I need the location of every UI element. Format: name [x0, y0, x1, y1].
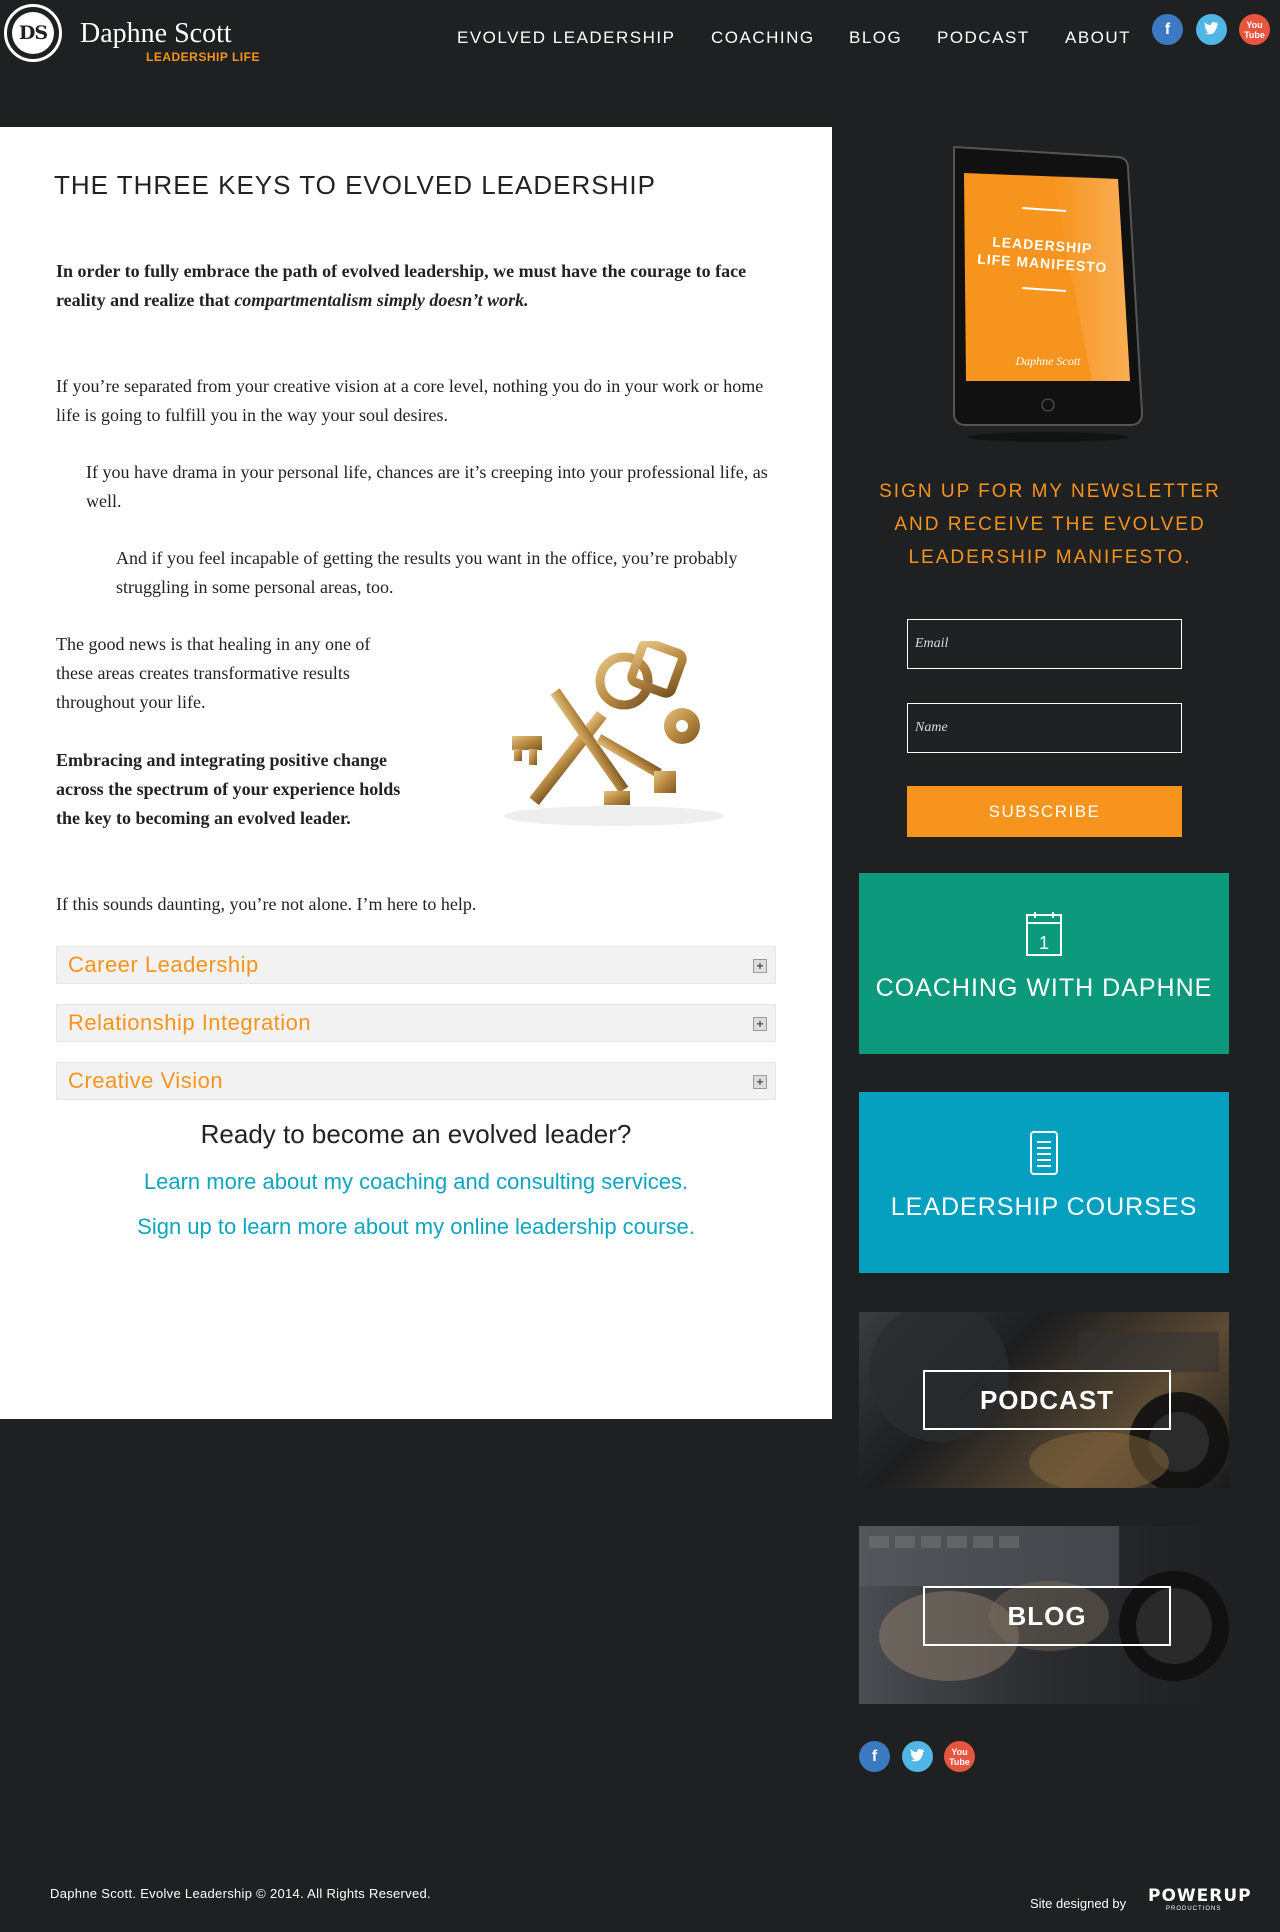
nav-blog[interactable]: BLOG: [849, 28, 903, 47]
logo-tagline: LEADERSHIP LIFE: [146, 50, 260, 64]
paragraph-2: If you have drama in your personal life, chances are it’s creeping into your professional life, as well.: [86, 462, 768, 511]
accordion-creative-vision[interactable]: [56, 1062, 776, 1100]
page-title: THE THREE KEYS TO EVOLVED LEADERSHIP: [54, 170, 656, 200]
calendar-day: 1: [1038, 933, 1050, 953]
expand-icon[interactable]: +: [753, 959, 767, 973]
main-nav: [0, 28, 1280, 48]
paragraph-3: And if you feel incapable of getting the results you want in the office, you’re probably struggling in some personal areas, too.: [116, 548, 738, 597]
name-input[interactable]: [907, 703, 1182, 753]
expand-icon[interactable]: +: [753, 1075, 767, 1089]
accordion-career-leadership[interactable]: [56, 946, 776, 984]
coaching-services-link[interactable]: Learn more about my coaching and consulting services.: [143, 1169, 689, 1194]
twitter-icon[interactable]: [902, 1741, 933, 1772]
facebook-icon[interactable]: f: [1152, 14, 1183, 45]
online-course-link[interactable]: Sign up to learn more about my online leadership course.: [137, 1214, 695, 1239]
coaching-tile[interactable]: [859, 873, 1229, 1054]
email-input[interactable]: [907, 619, 1182, 669]
paragraph-1: If you’re separated from your creative vision at a core level, nothing you do in your work or home life is going to fulfill you in the way your soul desires.: [56, 376, 764, 425]
facebook-icon[interactable]: f: [859, 1741, 890, 1772]
intro-emphasis: compartmentalism simply doesn’t work.: [234, 290, 529, 310]
paragraph-4: The good news is that healing in any one of these areas creates transformative results throughout your life.: [56, 634, 371, 712]
coaching-tile-label: COACHING WITH DAPHNE: [875, 974, 1213, 1002]
nav-coaching[interactable]: COACHING: [711, 28, 815, 47]
cta-question: Ready to become an evolved leader?: [200, 1119, 632, 1149]
paragraph-5: Embracing and integrating positive change across the spectrum of your experience holds the key to becoming an evolved leader.: [56, 750, 401, 828]
youtube-icon[interactable]: You Tube: [1239, 14, 1270, 45]
footer-copyright: Daphne Scott. Evolve Leadership © 2014. All Rights Reserved.: [50, 1886, 431, 1901]
calendar-icon: [1025, 911, 1063, 957]
courses-tile-label: LEADERSHIP COURSES: [890, 1193, 1198, 1221]
site-header: [0, 0, 1280, 76]
article-panel: [0, 127, 832, 1419]
accordion-label: Relationship Integration: [68, 1010, 312, 1035]
podcast-tile-label: PODCAST: [923, 1370, 1171, 1430]
powerup-logo[interactable]: POWERUP: [1148, 1886, 1252, 1906]
manifesto-tablet-image: [942, 145, 1146, 445]
nav-evolved-leadership[interactable]: EVOLVED LEADERSHIP: [457, 28, 676, 47]
podcast-tile[interactable]: [859, 1312, 1229, 1488]
powerup-logo-sub: PRODUCTIONS: [1166, 1906, 1222, 1912]
intro-text: In order to fully embrace the path of evolved leadership, we must have the courage to face reality and realize that: [56, 261, 747, 310]
expand-icon[interactable]: +: [753, 1017, 767, 1031]
paragraph-6: If this sounds daunting, you’re not alone. I’m here to help.: [56, 894, 477, 914]
intro-paragraph: [56, 257, 776, 315]
tablet-author: Daphne Scott: [1015, 354, 1081, 368]
nav-podcast[interactable]: PODCAST: [937, 28, 1030, 47]
accordion-label: Career Leadership: [68, 952, 259, 977]
subscribe-button[interactable]: SUBSCRIBE: [907, 786, 1182, 837]
footer-credit: Site designed by: [1030, 1896, 1127, 1911]
accordion-label: Creative Vision: [68, 1068, 224, 1093]
document-icon: [1027, 1130, 1061, 1176]
nav-about[interactable]: ABOUT: [1065, 28, 1132, 47]
youtube-icon[interactable]: You Tube: [944, 1741, 975, 1772]
tablet-title-line-1: LEADERSHIP: [991, 233, 1093, 257]
keys-image: [484, 641, 744, 841]
accordion-relationship-integration[interactable]: [56, 1004, 776, 1042]
logo-initials: DS: [12, 12, 54, 54]
blog-tile-label: BLOG: [923, 1586, 1171, 1646]
courses-tile[interactable]: [859, 1092, 1229, 1273]
tablet-title-line-2: LIFE MANIFESTO: [976, 250, 1108, 276]
twitter-icon[interactable]: [1196, 14, 1227, 45]
blog-tile[interactable]: [859, 1526, 1229, 1704]
logo-name[interactable]: Daphne Scott: [80, 18, 232, 49]
newsletter-text: SIGN UP FOR MY NEWSLETTER AND RECEIVE THE EVOLVED LEADERSHIP MANIFESTO.: [879, 481, 1221, 568]
